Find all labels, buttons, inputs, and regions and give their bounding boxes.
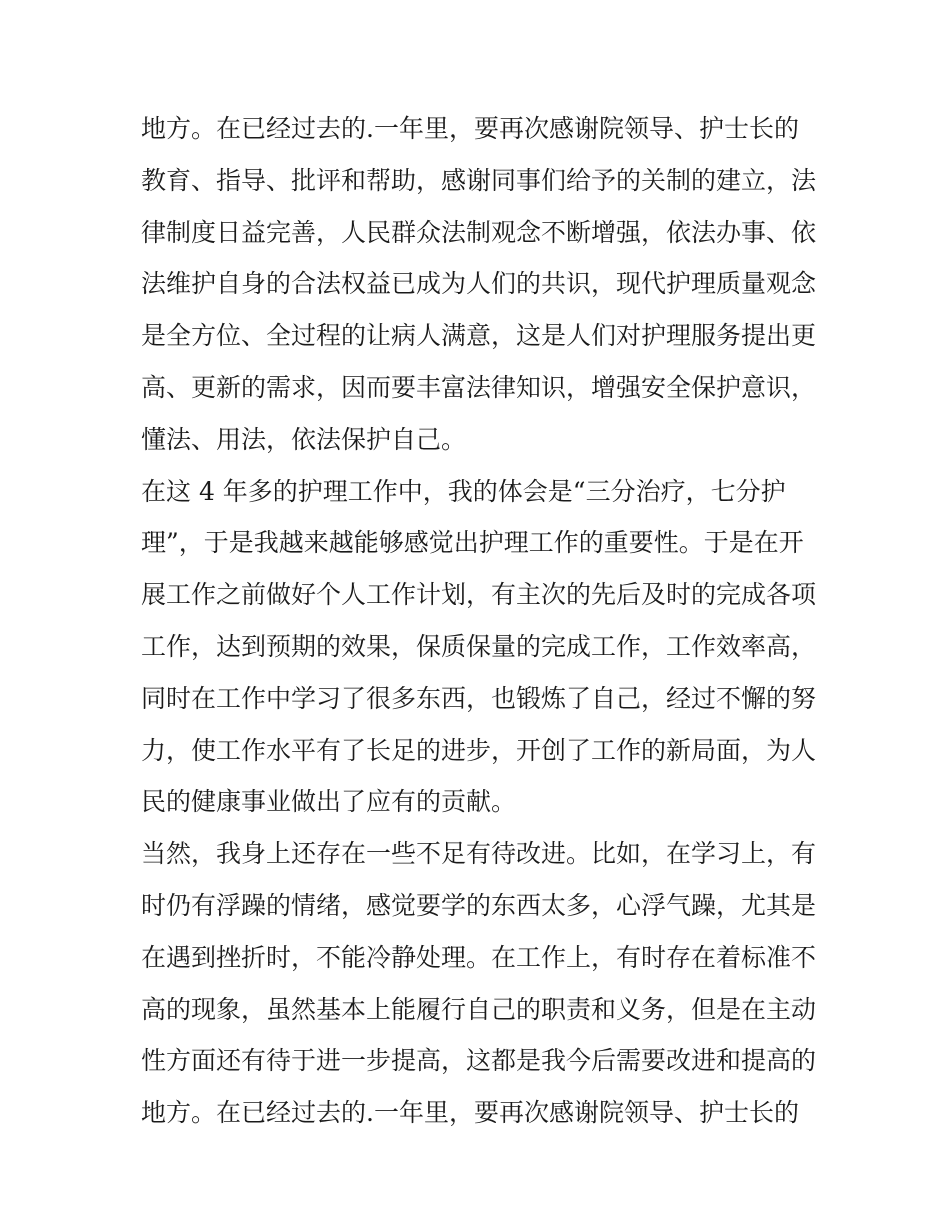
body-text [141, 103, 821, 1139]
text-line: 理”，于是我越来越能够感觉出护理工作的重要性。于是在开 [141, 528, 804, 558]
text-line: 时仍有浮躁的情绪，感觉要学的东西太多，心浮气躁，尤其是 [141, 890, 817, 920]
text-line: 地方。在已经过去的.一年里，要再次感谢院领导、护士长的 [141, 1098, 799, 1128]
text-line: 律制度日益完善，人民群众法制观念不断增强，依法办事、依 [141, 217, 817, 247]
text-line: 是全方位、全过程的让病人满意，这是人们对护理服务提出更 [141, 321, 817, 351]
text-line: 同时在工作中学习了很多东西，也锻炼了自己，经过不懈的努 [141, 683, 817, 713]
text-line: 力，使工作水平有了长足的进步，开创了工作的新局面，为人 [141, 735, 817, 765]
text-line: 地方。在已经过去的.一年里，要再次感谢院领导、护士长的 [141, 114, 799, 143]
text-line: 在这 4 年多的护理工作中，我的体会是“三分治疗，七分护 [141, 476, 786, 506]
text-line: 高的现象，虽然基本上能履行自己的职责和义务，但是在主动 [141, 994, 817, 1024]
text-line: 当然，我身上还存在一些不足有待改进。比如，在学习上，有 [141, 839, 817, 869]
text-line: 懂法、用法，依法保护自己。 [141, 424, 467, 454]
text-line: 民的健康事业做出了应有的贡献。 [141, 787, 517, 817]
text-line: 展工作之前做好个人工作计划，有主次的先后及时的完成各项 [141, 580, 817, 610]
text-line: 高、更新的需求，因而要丰富法律知识，增强安全保护意识， [141, 372, 817, 402]
text-line: 性方面还有待于进一步提高，这都是我今后需要改进和提高的 [141, 1046, 817, 1076]
text-line: 教育、指导、批评和帮助，感谢同事们给予的关制的建立，法 [141, 165, 817, 195]
text-line: 工作，达到预期的效果，保质保量的完成工作，工作效率高， [141, 631, 817, 661]
text-line: 法维护自身的合法权益已成为人们的共识，现代护理质量观念 [141, 269, 817, 299]
text-line: 在遇到挫折时，不能冷静处理。在工作上，有时存在着标准不 [141, 942, 817, 972]
